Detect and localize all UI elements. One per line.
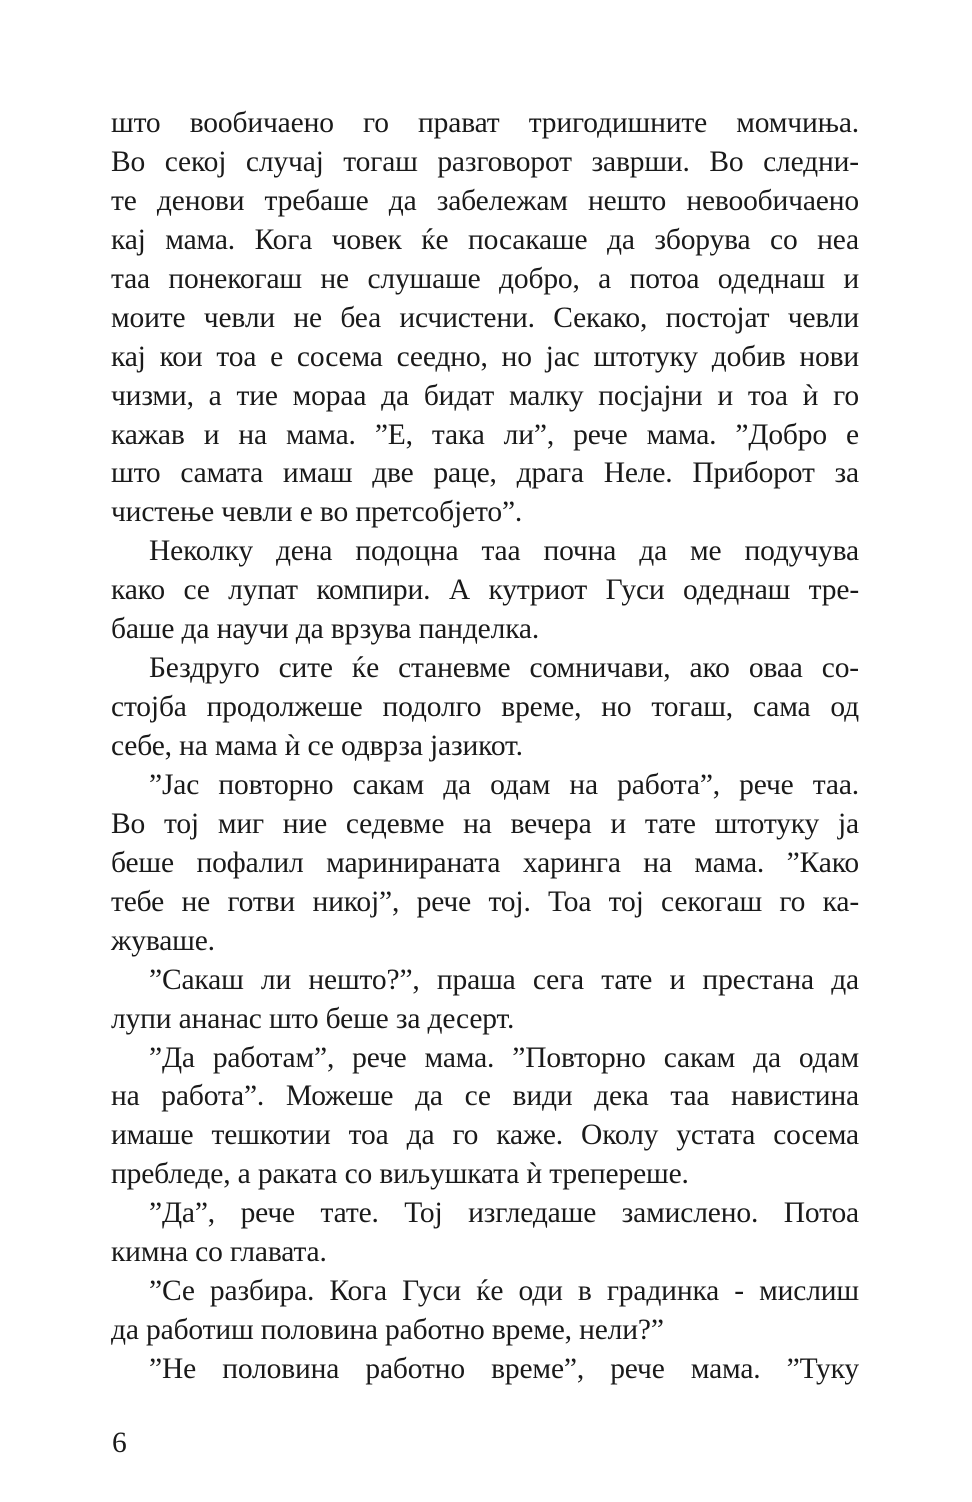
page-body [111,104,859,1389]
paragraph [111,1272,859,1350]
text-line: ”Јас повторно сакам да одам на работа”, рече таа. [149,768,859,801]
text-line: на работа”. Можеше да се види дека таа навистина [111,1080,859,1113]
paragraph [111,1194,859,1272]
text-line: те денови требаше да забележам нешто невообичаено [111,184,859,217]
text-line: имаше тешкотии тоа да го каже. Околу устата сосема [111,1119,859,1152]
paragraph [111,649,859,766]
text-line: лупи ананас што беше за десерт. [111,1002,515,1035]
text-line: себе, на мама ѝ се одврза јазикот. [111,730,523,762]
text-line: да работиш половина работно време, нели?” [111,1314,664,1347]
text-line: стојба продолжеше подолго време, но тогаш, сама од [111,691,859,724]
text-line: чистење чевли е во претсобјето”. [111,496,523,529]
paragraph [111,104,859,532]
paragraph [111,961,859,1039]
text-line: Во тој миг ние седевме на вечера и тате штотуку ја [111,807,859,840]
text-line: што самата имаш две раце, драга Неле. Приборот за [111,457,859,490]
text-line: беше пофалил маринираната харинга на мама. ”Како [111,846,859,879]
text-line: како се лупат компири. А кутриот Гуси одеднаш тре- [111,574,859,607]
text-line: кимна со главата. [111,1236,327,1269]
text-line: Во секој случај тогаш разговорот заврши. Во следни- [111,145,859,178]
paragraph [111,1350,859,1389]
text-line: ”Се разбира. Кога Гуси ќе оди в градинка - мислиш [149,1275,859,1308]
text-line: кај кои тоа е сосема сеедно, но јас штотуку добив нови [111,340,859,373]
text-line: таа понекогаш не слушаше добро, а потоа одеднаш и [111,262,859,295]
paragraph [111,1039,859,1195]
text-line: што вообичаено го прават тригодишните момчиња. [111,107,859,139]
paragraph [111,532,859,649]
text-line: моите чевли не беа исчистени. Секако, постојат чевли [111,301,859,334]
text-line: Бездруго сите ќе станевме сомничави, ако оваа со- [149,652,859,685]
text-line: Неколку дена подоцна таа почна да ме подучува [149,535,859,568]
text-line: жуваше. [111,924,215,957]
text-line: пребледе, а раката со виљушката ѝ треперeше. [111,1158,689,1191]
paragraph [111,766,859,961]
text-line: ”Не половина работно време”, рече мама. ”Туку [149,1353,859,1385]
text-line: ”Сакаш ли нешто?”, праша сега тате и престана да [149,963,859,996]
text-line: тебе не готви никој”, рече тој. Тоа тој секогаш го ка- [111,885,859,918]
page-number: 6 [112,1427,127,1459]
text-line: баше да научи да врзува панделка. [111,613,540,646]
text-line: ”Да работам”, рече мама. ”Повторно сакам да одам [149,1041,859,1074]
text-line: ”Да”, рече тате. Тој изгледаше замислено. Потоа [149,1197,859,1230]
text-line: кажав и на мама. ”Е, така ли”, рече мама. ”Добро е [111,418,859,451]
text-line: чизми, а тие мораа да бидат малку посјајни и тоа ѝ го [111,379,859,412]
text-line: кај мама. Кога човек ќе посакаше да зборува со неа [111,223,859,256]
